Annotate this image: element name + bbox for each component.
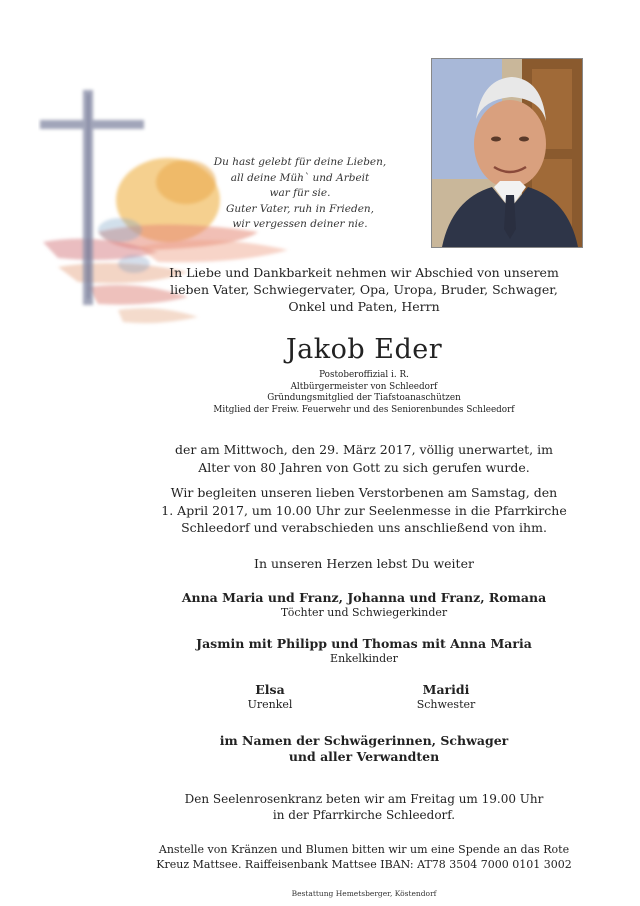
mourner-names: Elsa: [255, 682, 285, 697]
poem: [175, 155, 425, 233]
poem-line: Guter Vater, ruh in Frieden,: [225, 202, 375, 215]
portrait-photo: [431, 58, 583, 248]
rosary-notice: [150, 791, 578, 823]
mourner-role: Töchter und Schwiegerkinder: [280, 606, 448, 619]
donation-notice: [150, 842, 578, 872]
paragraph-line: Wir begleiten unseren lieben Verstorbenen am Samstag, den: [170, 485, 558, 500]
relatives-line: im Namen der Schwägerinnen, Schwager: [219, 733, 509, 748]
intro-line: In Liebe und Dankbarkeit nehmen wir Abschied von unserem: [169, 265, 559, 280]
intro-line: lieben Vater, Schwiegervater, Opa, Uropa, Bruder, Schwager,: [170, 282, 558, 297]
mourner-names: Jasmin mit Philipp und Thomas mit Anna Maria: [196, 636, 532, 651]
deceased-name: Jakob Eder: [285, 334, 443, 365]
paragraph-line: 1. April 2017, um 10.00 Uhr zur Seelenmesse in die Pfarrkirche: [161, 502, 567, 518]
paragraph-line: Schleedorf und verabschieden uns anschließend von ihm.: [181, 520, 547, 535]
mourner-group-sister: [376, 682, 516, 712]
funeral-home-footer: Bestattung Hemetsberger, Köstendorf: [291, 889, 437, 898]
heart-line: In unseren Herzen lebst Du weiter: [254, 556, 474, 571]
poem-line: Du hast gelebt für deine Lieben,: [213, 156, 387, 168]
rosary-line: Den Seelenrosenkranz beten wir am Freitag um 19.00 Uhr: [184, 792, 544, 806]
title-line: Postoberoffizial i. R.: [319, 370, 409, 380]
poem-line: wir vergessen deiner nie.: [232, 218, 368, 230]
mourner-names: Anna Maria und Franz, Johanna und Franz, Romana: [181, 590, 547, 605]
mourner-group-relatives: [130, 733, 598, 765]
funeral-details: [150, 484, 578, 537]
title-line: Mitglied der Freiw. Feuerwehr und des Seniorenbundes Schleedorf: [213, 404, 515, 415]
mourner-names: Maridi: [422, 682, 470, 697]
paragraph-line: der am Mittwoch, den 29. März 2017, völlig unerwartet, im: [175, 442, 553, 457]
title-line: Altbürgermeister von Schleedorf: [290, 381, 438, 392]
mourner-group-daughters: [130, 590, 598, 620]
intro-line: Onkel und Paten, Herrn: [288, 299, 440, 314]
paragraph-line: Alter von 80 Jahren von Gott zu sich gerufen wurde.: [198, 459, 530, 475]
mourner-role: Urenkel: [247, 698, 293, 711]
deceased-titles: [150, 370, 578, 416]
rosary-line: in der Pfarrkirche Schleedorf.: [272, 808, 456, 822]
donation-line: Anstelle von Kränzen und Blumen bitten wir um eine Spende an das Rote: [158, 843, 570, 856]
intro-text: [150, 264, 578, 315]
donation-line: Kreuz Mattsee. Raiffeisenbank Mattsee IBAN: AT78 3504 7000 0101 3002: [156, 858, 572, 871]
poem-line: all deine Müh` und Arbeit: [230, 171, 370, 184]
poem-line: war für sie.: [269, 187, 331, 199]
mourner-group-grandchildren: [130, 636, 598, 666]
death-announcement: [150, 441, 578, 476]
mourner-group-great-grandchild: [200, 682, 340, 712]
relatives-line: und aller Verwandten: [288, 749, 440, 764]
mourner-role: Enkelkinder: [330, 652, 398, 665]
mourner-role: Schwester: [416, 698, 476, 711]
title-line: Gründungsmitglied der Tiafstoanaschützen: [267, 393, 461, 403]
